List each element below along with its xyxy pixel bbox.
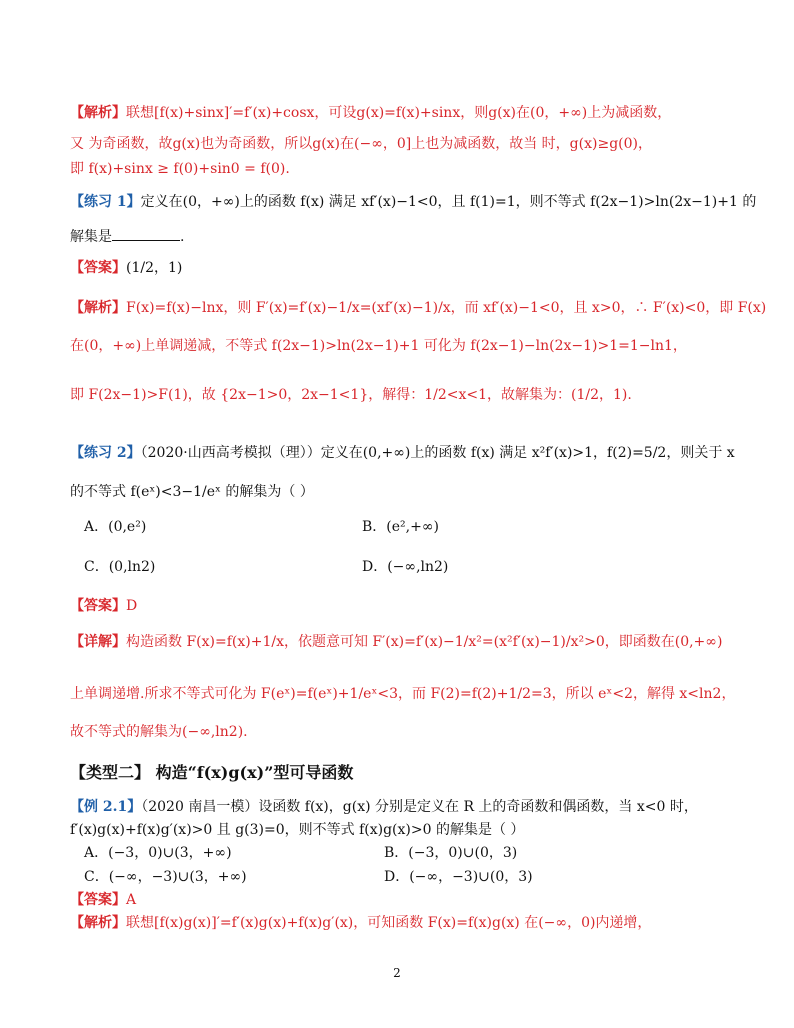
example-2-1-statement-line-1: 【例 2.1】（2020 南昌一模）设函数 f(x)，g(x) 分别是定义在 R 上的奇函数和偶函数，当 x<0 时， [70,799,698,815]
answer-blank [112,226,180,241]
exercise-1-solution-line-1: 【解析】F(x)=f(x)−lnx，则 F′(x)=f′(x)−1/x=(xf′(x)−1)/x，而 xf′(x)−1<0，且 x>0，∴ F′(x)<0，即 F(x) [70,300,767,316]
exercise-2-option-b: B．(e²,+∞) [362,519,439,535]
solution-line-2: 又 为奇函数，故g(x)也为奇函数，所以g(x)在(−∞，0]上也为减函数，故当 时，g(x)≥g(0)， [70,136,652,152]
exercise-2-detail-line-2: 上单调递增.所求不等式可化为 F(eˣ)=f(eˣ)+1/eˣ<3，而 F(2)=f(2)+1/2=3，所以 eˣ<2，解得 x<ln2， [70,686,736,702]
exercise-1-solution-line-2: 在(0，+∞)上单调递减，不等式 f(2x−1)>ln(2x−1)+1 可化为 f(2x−1)−ln(2x−1)>1=1−ln1， [70,338,687,354]
exercise-1-solution-line-3: 即 F(2x−1)>F(1)，故 {2x−1>0，2x−1<1}，解得：1/2<x<1，故解集为：(1/2，1). [70,387,632,403]
section-heading-type-2: 【类型二】 构造“f(x)g(x)”型可导函数 [70,763,354,782]
exercise-2-detail-line-1: 【详解】构造函数 F(x)=f(x)+1/x，依题意可知 F′(x)=f′(x)−1/x²=(x²f′(x)−1)/x²>0，即函数在(0,+∞) [70,634,723,650]
exercise-1-answer: 【答案】(1/2，1) [70,260,183,276]
example-2-1-solution: 【解析】联想[f(x)g(x)]′=f′(x)g(x)+f(x)g′(x)，可知函数 F(x)=f(x)g(x) 在(−∞，0)内递增， [70,915,652,931]
exercise-2-detail-line-3: 故不等式的解集为(−∞,ln2). [70,724,248,740]
example-2-1-option-c: C．(−∞，−3)∪(3，+∞) [84,869,247,885]
exercise-2-statement-line-1: 【练习 2】（2020·山西高考模拟（理））定义在(0,+∞)上的函数 f(x) 满足 x²f′(x)>1，f(2)=5/2，则关于 x [70,445,735,461]
exercise-2-option-c: C．(0,ln2) [84,559,156,575]
exercise-2-answer: 【答案】D [70,598,138,614]
exercise-1-answer-blank-line: 解集是 . [70,226,184,247]
exercise-2-option-a: A．(0,e²) [84,519,147,535]
example-2-1-answer: 【答案】A [70,892,137,908]
solution-line-3: 即 f(x)+sinx ≥ f(0)+sin0 = f(0). [70,161,290,177]
exercise-2-option-d: D．(−∞,ln2) [362,559,449,575]
solution-line-1: 【解析】联想[f(x)+sinx]′=f′(x)+cosx，可设g(x)=f(x)+sinx，则g(x)在(0，+∞)上为减函数， [70,105,672,121]
exercise-1-statement: 【练习 1】定义在(0，+∞)上的函数 f(x) 满足 xf′(x)−1<0，且 f(1)=1，则不等式 f(2x−1)>ln(2x−1)+1 的 [70,194,757,210]
example-2-1-option-b: B．(−3，0)∪(0，3) [384,845,518,861]
example-2-1-statement-line-2: f′(x)g(x)+f(x)g′(x)>0 且 g(3)=0，则不等式 f(x)g(x)>0 的解集是（ ） [70,822,525,838]
example-2-1-option-a: A．(−3，0)∪(3，+∞) [84,845,232,861]
exercise-2-statement-line-2: 的不等式 f(eˣ)<3−1/eˣ 的解集为（ ） [70,484,314,500]
page-number: 2 [393,966,401,980]
example-2-1-option-d: D．(−∞，−3)∪(0，3) [384,869,533,885]
